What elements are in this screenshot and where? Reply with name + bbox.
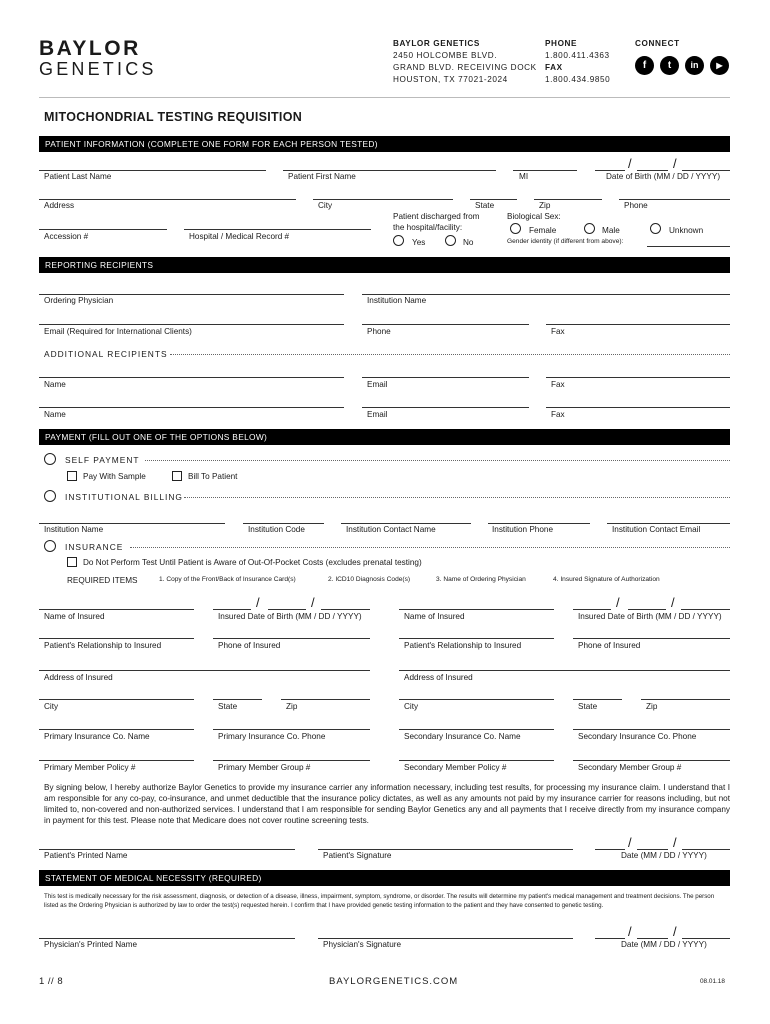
secondary-zip-label: Zip bbox=[646, 702, 658, 711]
required-item-3: 3. Name of Ordering Physician bbox=[436, 576, 526, 583]
additional-fax-label-1: Fax bbox=[551, 380, 565, 389]
required-item-1: 1. Copy of the Front/Back of Insurance Card(s) bbox=[159, 576, 296, 583]
page-number: 1 // 8 bbox=[39, 976, 64, 987]
discharged-yes-label: Yes bbox=[412, 238, 426, 247]
phone-line[interactable] bbox=[619, 199, 730, 200]
physician-printed-name-line[interactable] bbox=[39, 938, 295, 939]
medical-necessity-text: This test is medically necessary for the risk assessment, diagnosis, or detection of a disease, illness, impairment, symptom, syndrome, or disorder. The results will determine my patient's medical management and treatment decisions. The person listed as the Ordering Physician is authorized by law to order the test(s) requested herein. I confirm that I have provided genetic testing information to the patient and they have consented to genetic testing. bbox=[44, 893, 715, 909]
secondary-group-label: Secondary Member Group # bbox=[578, 763, 682, 772]
additional-name-label-1: Name bbox=[44, 380, 66, 389]
secondary-co-phone-line[interactable] bbox=[573, 729, 730, 730]
inst-name-label: Institution Name bbox=[44, 525, 104, 534]
mi-line[interactable] bbox=[513, 170, 577, 171]
fax-label: FAX bbox=[545, 63, 563, 72]
sex-female-radio[interactable] bbox=[510, 223, 521, 234]
secondary-zip-line[interactable] bbox=[641, 699, 730, 700]
primary-policy-label: Primary Member Policy # bbox=[44, 763, 136, 772]
inst-name-line[interactable] bbox=[39, 523, 225, 524]
dob-day-line[interactable] bbox=[637, 170, 668, 171]
discharged-yes-radio[interactable] bbox=[393, 235, 404, 246]
secondary-dob-day-line[interactable] bbox=[628, 609, 666, 610]
secondary-policy-label: Secondary Member Policy # bbox=[404, 763, 507, 772]
reporting-phone-line[interactable] bbox=[362, 324, 529, 325]
self-payment-dots bbox=[145, 460, 730, 461]
discharged-no-radio[interactable] bbox=[445, 235, 456, 246]
secondary-dob-slash: / bbox=[671, 595, 675, 610]
patient-date-month-line[interactable] bbox=[595, 849, 625, 850]
secondary-phone-insured-label: Phone of Insured bbox=[578, 641, 641, 650]
patient-date-label: Date (MM / DD / YYYY) bbox=[621, 851, 707, 860]
dob-year-line[interactable] bbox=[682, 170, 730, 171]
form-title: MITOCHONDRIAL TESTING REQUISITION bbox=[44, 110, 303, 124]
primary-address-label: Address of Insured bbox=[44, 673, 113, 682]
additional-name-line-1[interactable] bbox=[39, 377, 344, 378]
secondary-name-insured-label: Name of Insured bbox=[404, 612, 465, 621]
accession-label: Accession # bbox=[44, 232, 89, 241]
secondary-address-line[interactable] bbox=[399, 670, 730, 671]
patient-first-name-line[interactable] bbox=[283, 170, 496, 171]
secondary-state-line[interactable] bbox=[573, 699, 622, 700]
discharged-question-2: the hospital/facility: bbox=[393, 223, 463, 232]
secondary-state-label: State bbox=[578, 702, 598, 711]
additional-fax-label-2: Fax bbox=[551, 410, 565, 419]
bill-to-patient-checkbox[interactable] bbox=[172, 471, 182, 481]
additional-name-line-2[interactable] bbox=[39, 407, 344, 408]
do-not-perform-checkbox[interactable] bbox=[67, 557, 77, 567]
physician-date-day-line[interactable] bbox=[637, 938, 668, 939]
primary-co-name-label: Primary Insurance Co. Name bbox=[44, 732, 150, 741]
inst-phone-line[interactable] bbox=[488, 523, 590, 524]
additional-email-line-2[interactable] bbox=[362, 407, 529, 408]
payment-bar: PAYMENT (FILL OUT ONE OF THE OPTIONS BELOW) bbox=[39, 429, 730, 445]
discharged-no-label: No bbox=[463, 238, 474, 247]
bio-sex-label: Biological Sex: bbox=[507, 212, 561, 221]
address-line-2: GRAND BLVD. RECEIVING DOCK bbox=[393, 63, 537, 72]
address-line-3: HOUSTON, TX 77021-2024 bbox=[393, 75, 508, 84]
institution-name-line[interactable] bbox=[362, 294, 730, 295]
website-link[interactable]: BAYLORGENETICS.COM bbox=[329, 976, 459, 987]
primary-name-insured-line[interactable] bbox=[39, 609, 194, 610]
zip-line[interactable] bbox=[534, 199, 602, 200]
hospital-record-label: Hospital / Medical Record # bbox=[189, 232, 290, 241]
address-line-1: 2450 HOLCOMBE BLVD. bbox=[393, 51, 498, 60]
primary-dob-year-line[interactable] bbox=[321, 609, 370, 610]
dob-month-line[interactable] bbox=[595, 170, 625, 171]
primary-zip-label: Zip bbox=[286, 702, 298, 711]
reporting-phone-label: Phone bbox=[367, 327, 391, 336]
self-payment-radio[interactable] bbox=[44, 453, 56, 465]
institutional-billing-radio[interactable] bbox=[44, 490, 56, 502]
patient-last-name-line[interactable] bbox=[39, 170, 266, 171]
self-payment-label: SELF PAYMENT bbox=[65, 455, 140, 465]
patient-info-bar: PATIENT INFORMATION (COMPLETE ONE FORM FOR EACH PERSON TESTED) bbox=[39, 136, 730, 152]
patient-signature-label: Patient's Signature bbox=[323, 851, 392, 860]
patient-date-year-line[interactable] bbox=[682, 849, 730, 850]
pay-with-sample-checkbox[interactable] bbox=[67, 471, 77, 481]
city-line[interactable] bbox=[313, 199, 453, 200]
primary-group-line[interactable] bbox=[213, 760, 370, 761]
primary-city-label: City bbox=[44, 702, 59, 711]
phone-number: 1.800.411.4363 bbox=[545, 51, 610, 60]
twitter-icon[interactable]: t bbox=[660, 56, 679, 75]
additional-email-label-1: Email bbox=[367, 380, 388, 389]
reporting-fax-line[interactable] bbox=[546, 324, 730, 325]
address-line[interactable] bbox=[39, 199, 296, 200]
sex-female-label: Female bbox=[529, 226, 557, 235]
secondary-phone-insured-line[interactable] bbox=[573, 638, 730, 639]
secondary-co-name-line[interactable] bbox=[399, 729, 554, 730]
insurance-label: INSURANCE bbox=[65, 542, 124, 552]
secondary-city-line[interactable] bbox=[399, 699, 554, 700]
primary-insured-dob-label: Insured Date of Birth (MM / DD / YYYY) bbox=[218, 612, 362, 621]
primary-dob-day-line[interactable] bbox=[268, 609, 306, 610]
primary-dob-slash: / bbox=[311, 595, 315, 610]
physician-date-slash: / bbox=[673, 924, 677, 939]
patient-first-name-label: Patient First Name bbox=[288, 172, 356, 181]
primary-state-label: State bbox=[218, 702, 238, 711]
address-label: Address bbox=[44, 201, 75, 210]
youtube-icon[interactable]: ▶ bbox=[710, 56, 729, 75]
insurance-authorization-text: By signing below, I hereby authorize Baylor Genetics to provide my insurance carrier any information necessary, including test results, for processing my insurance claim. I understand that I am responsible for any co-pay, co-insurance, and unmet deductible that the insurance policy dictates, as well as any amounts not paid by my insurance carrier for reasons including, but not limited to, non-covered and non-authorized services. I understand that I am responsible for sending Baylor Genetics any and all payments that I receive directly from my insurance company in payment for this test. Please note that Medicare does not cover routine screening tests. bbox=[44, 783, 730, 825]
primary-state-line[interactable] bbox=[213, 699, 262, 700]
inst-contact-label: Institution Contact Name bbox=[346, 525, 436, 534]
phone-label: Phone bbox=[624, 201, 648, 210]
patient-printed-name-label: Patient's Printed Name bbox=[44, 851, 128, 860]
institutional-billing-dots bbox=[184, 497, 730, 498]
do-not-perform-label: Do Not Perform Test Until Patient is Aware of Out-Of-Pocket Costs (excludes prenatal testing) bbox=[83, 558, 422, 567]
secondary-name-insured-line[interactable] bbox=[399, 609, 554, 610]
state-label: State bbox=[475, 201, 495, 210]
dob-label: Date of Birth (MM / DD / YYYY) bbox=[606, 172, 721, 181]
additional-fax-line-1[interactable] bbox=[546, 377, 730, 378]
physician-date-slash: / bbox=[628, 924, 632, 939]
primary-phone-insured-line[interactable] bbox=[213, 638, 370, 639]
sex-unknown-radio[interactable] bbox=[650, 223, 661, 234]
primary-phone-insured-label: Phone of Insured bbox=[218, 641, 281, 650]
primary-co-phone-label: Primary Insurance Co. Phone bbox=[218, 732, 326, 741]
mi-label: MI bbox=[519, 172, 529, 181]
physician-date-year-line[interactable] bbox=[682, 938, 730, 939]
secondary-dob-year-line[interactable] bbox=[681, 609, 730, 610]
inst-email-label: Institution Contact Email bbox=[612, 525, 701, 534]
pay-with-sample-label: Pay With Sample bbox=[83, 472, 146, 481]
inst-contact-line[interactable] bbox=[341, 523, 471, 524]
insurance-dots bbox=[130, 547, 730, 548]
primary-policy-line[interactable] bbox=[39, 760, 194, 761]
primary-dob-slash: / bbox=[256, 595, 260, 610]
gender-identity-line[interactable] bbox=[647, 246, 730, 247]
medical-necessity-bar: STATEMENT OF MEDICAL NECESSITY (REQUIRED) bbox=[39, 870, 730, 886]
header-divider bbox=[39, 97, 730, 98]
email-line[interactable] bbox=[39, 324, 344, 325]
sex-male-label: Male bbox=[602, 226, 620, 235]
primary-group-label: Primary Member Group # bbox=[218, 763, 311, 772]
secondary-co-name-label: Secondary Insurance Co. Name bbox=[404, 732, 521, 741]
inst-phone-label: Institution Phone bbox=[492, 525, 553, 534]
secondary-city-label: City bbox=[404, 702, 419, 711]
bill-to-patient-label: Bill To Patient bbox=[188, 472, 238, 481]
secondary-relationship-label: Patient's Relationship to Insured bbox=[404, 641, 522, 650]
patient-last-name-label: Patient Last Name bbox=[44, 172, 112, 181]
primary-co-phone-line[interactable] bbox=[213, 729, 370, 730]
discharged-question: Patient discharged from bbox=[393, 212, 480, 221]
dob-slash: / bbox=[628, 156, 632, 171]
primary-relationship-label: Patient's Relationship to Insured bbox=[44, 641, 162, 650]
patient-printed-name-line[interactable] bbox=[39, 849, 295, 850]
sex-male-radio[interactable] bbox=[584, 223, 595, 234]
email-label: Email (Required for International Clients) bbox=[44, 327, 192, 336]
dob-slash: / bbox=[673, 156, 677, 171]
city-label: City bbox=[318, 201, 333, 210]
secondary-dob-slash: / bbox=[616, 595, 620, 610]
primary-relationship-line[interactable] bbox=[39, 638, 194, 639]
linkedin-icon[interactable]: in bbox=[685, 56, 704, 75]
patient-date-slash: / bbox=[673, 835, 677, 850]
hospital-record-line[interactable] bbox=[184, 229, 371, 230]
fax-number: 1.800.434.9850 bbox=[545, 75, 611, 84]
sex-unknown-label: Unknown bbox=[669, 226, 704, 235]
connect-label: CONNECT bbox=[635, 39, 680, 48]
secondary-insured-dob-label: Insured Date of Birth (MM / DD / YYYY) bbox=[578, 612, 722, 621]
patient-date-day-line[interactable] bbox=[637, 849, 668, 850]
logo-bottom: GENETICS bbox=[39, 59, 157, 79]
secondary-policy-line[interactable] bbox=[399, 760, 554, 761]
inst-code-line[interactable] bbox=[243, 523, 324, 524]
required-item-4: 4. Insured Signature of Authorization bbox=[553, 576, 660, 583]
required-item-2: 2. ICD10 Diagnosis Code(s) bbox=[328, 576, 411, 583]
patient-signature-line[interactable] bbox=[318, 849, 573, 850]
physician-date-label: Date (MM / DD / YYYY) bbox=[621, 940, 707, 949]
patient-date-slash: / bbox=[628, 835, 632, 850]
additional-fax-line-2[interactable] bbox=[546, 407, 730, 408]
inst-email-line[interactable] bbox=[607, 523, 730, 524]
ordering-physician-line[interactable] bbox=[39, 294, 344, 295]
additional-recipients-dots bbox=[170, 354, 730, 355]
phone-label: PHONE bbox=[545, 39, 578, 48]
reporting-fax-label: Fax bbox=[551, 327, 565, 336]
facebook-icon[interactable]: f bbox=[635, 56, 654, 75]
institution-name-label: Institution Name bbox=[367, 296, 427, 305]
required-items-label: REQUIRED ITEMS bbox=[67, 576, 138, 585]
logo bbox=[39, 38, 157, 78]
primary-co-name-line[interactable] bbox=[39, 729, 194, 730]
additional-email-label-2: Email bbox=[367, 410, 388, 419]
additional-name-label-2: Name bbox=[44, 410, 66, 419]
insurance-radio[interactable] bbox=[44, 540, 56, 552]
primary-name-insured-label: Name of Insured bbox=[44, 612, 105, 621]
inst-code-label: Institution Code bbox=[248, 525, 305, 534]
secondary-address-label: Address of Insured bbox=[404, 673, 473, 682]
secondary-dob-month-line[interactable] bbox=[573, 609, 611, 610]
institutional-billing-label: INSTITUTIONAL BILLING bbox=[65, 492, 183, 502]
primary-city-line[interactable] bbox=[39, 699, 194, 700]
accession-line[interactable] bbox=[39, 229, 167, 230]
secondary-relationship-line[interactable] bbox=[399, 638, 554, 639]
primary-dob-month-line[interactable] bbox=[213, 609, 251, 610]
logo-top: BAYLOR bbox=[39, 37, 141, 60]
company-name: BAYLOR GENETICS bbox=[393, 39, 480, 48]
physician-date-month-line[interactable] bbox=[595, 938, 625, 939]
additional-recipients-heading: ADDITIONAL RECIPIENTS bbox=[44, 349, 168, 359]
physician-printed-name-label: Physician's Printed Name bbox=[44, 940, 138, 949]
version-date: 08.01.18 bbox=[700, 978, 725, 985]
primary-address-line[interactable] bbox=[39, 670, 370, 671]
state-line[interactable] bbox=[470, 199, 517, 200]
physician-signature-line[interactable] bbox=[318, 938, 573, 939]
secondary-group-line[interactable] bbox=[573, 760, 730, 761]
secondary-co-phone-label: Secondary Insurance Co. Phone bbox=[578, 732, 697, 741]
primary-zip-line[interactable] bbox=[281, 699, 370, 700]
zip-label: Zip bbox=[539, 201, 551, 210]
reporting-recipients-bar: REPORTING RECIPIENTS bbox=[39, 257, 730, 273]
additional-email-line-1[interactable] bbox=[362, 377, 529, 378]
gender-identity-label: Gender identity (if different from above): bbox=[507, 238, 624, 245]
ordering-physician-label: Ordering Physician bbox=[44, 296, 114, 305]
physician-signature-label: Physician's Signature bbox=[323, 940, 402, 949]
